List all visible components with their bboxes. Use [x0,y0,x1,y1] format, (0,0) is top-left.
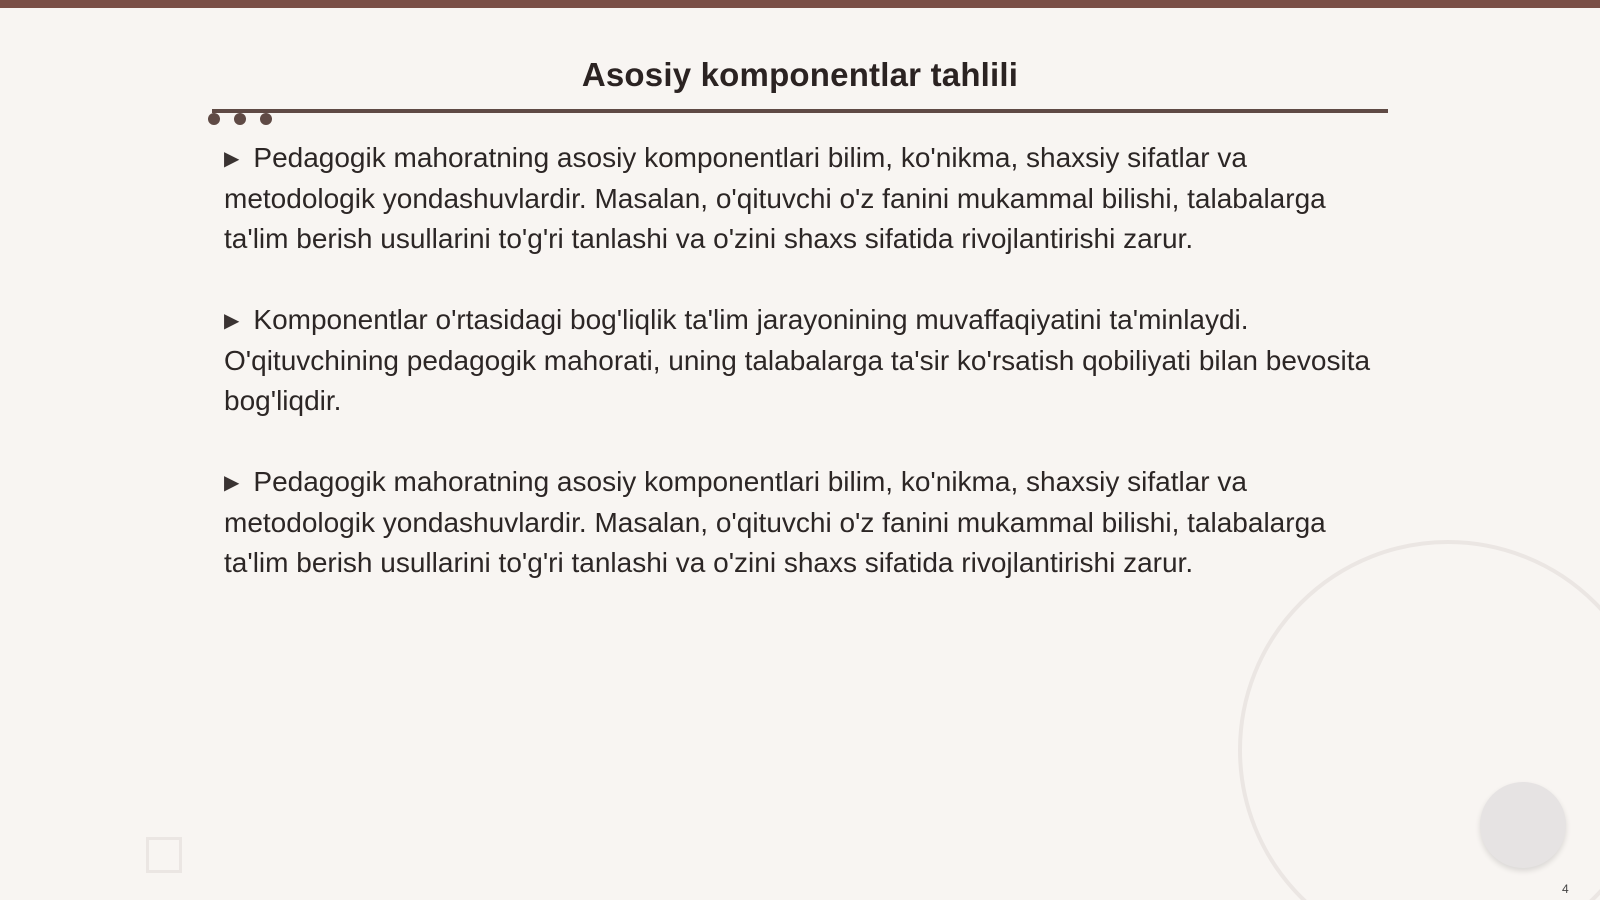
triangle-bullet-icon: ▶ [224,472,240,494]
bullet-paragraph-3 [224,462,1384,583]
paragraph-text-3: Pedagogik mahoratning asosiy komponentlari bilim, ko'nikma, shaxsiy sifatlar va metodologik yondashuvlardir. Masalan, o'qituvchi o'z fanini mukammal bilishi, talabalarga ta'lim berish usullarini to'g'ri tanlashi va o'zini shaxs sifatida rivojlantirishi zarur. [224,466,1326,578]
slide-title: Asosiy komponentlar tahlili [581,56,1019,93]
slide-body [224,138,1384,624]
title-underline [212,109,1388,113]
triangle-bullet-icon: ▶ [224,148,240,170]
page-number: 4 [1562,882,1569,896]
decorative-square [146,837,182,873]
title-dot-1 [208,113,220,125]
top-accent-bar [0,0,1600,8]
triangle-bullet-icon: ▶ [224,310,240,332]
title-dot-2 [234,113,246,125]
bullet-paragraph-1 [224,138,1384,259]
title-dot-3 [260,113,272,125]
paragraph-text-2: Komponentlar o'rtasidagi bog'liqlik ta'lim jarayonining muvaffaqiyatini ta'minlaydi. O'qituvchining pedagogik mahorati, uning talabalarga ta'sir ko'rsatish qobiliyati bilan bevosita bog'liqdir. [224,304,1371,416]
paragraph-text-1: Pedagogik mahoratning asosiy komponentlari bilim, ko'nikma, shaxsiy sifatlar va metodologik yondashuvlardir. Masalan, o'qituvchi o'z fanini mukammal bilishi, talabalarga ta'lim berish usullarini to'g'ri tanlashi va o'zini shaxs sifatida rivojlantirishi zarur. [224,142,1326,254]
bullet-paragraph-2 [224,300,1384,421]
decorative-circle-dot [1480,782,1566,868]
